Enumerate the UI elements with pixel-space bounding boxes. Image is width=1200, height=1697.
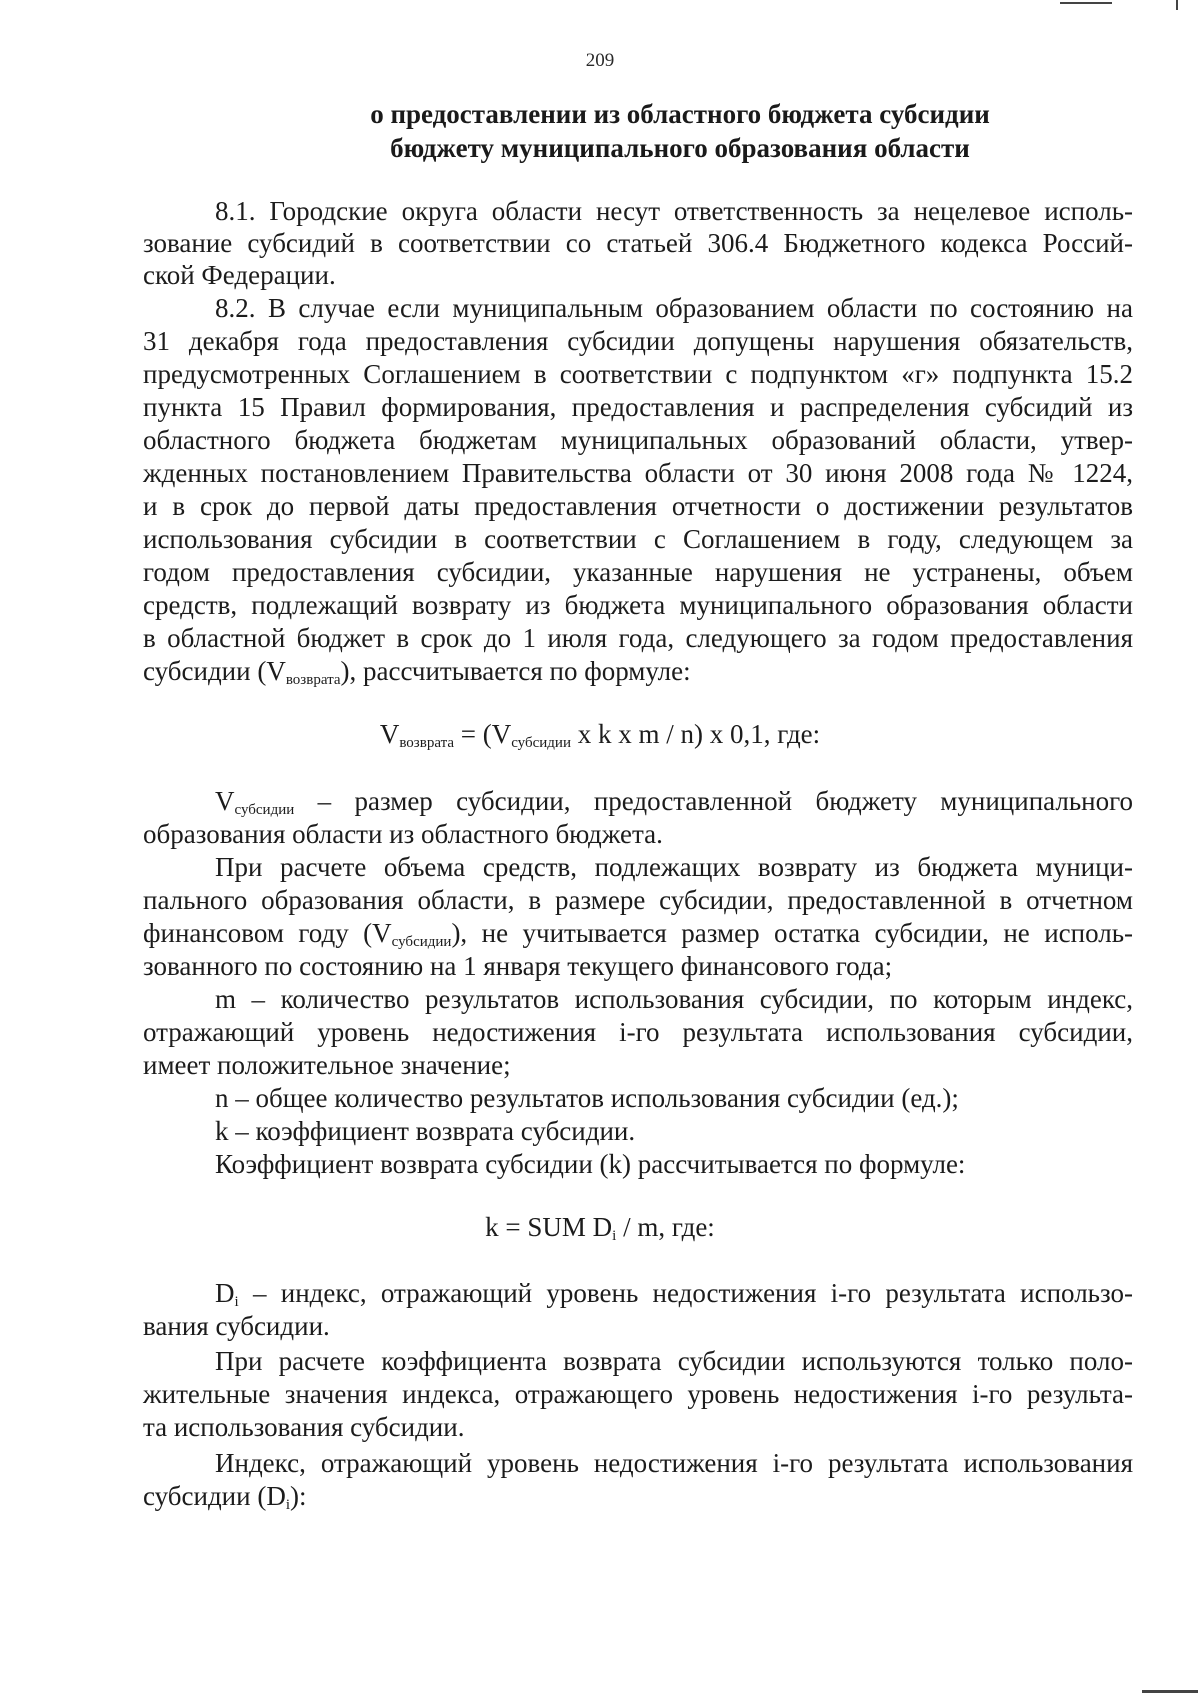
paragraph-8-2-line: использования субсидии в соответствии с Соглашением в году, следующем за xyxy=(143,524,1133,554)
paragraph-8-2-line: предусмотренных Соглашением в соответствии с подпунктом «г» подпункта 15.2 xyxy=(143,359,1133,389)
paragraph-8-2-line: годом предоставления субсидии, указанные нарушения не устранены, объем xyxy=(143,557,1133,587)
definition-n: n – общее количество результатов использования субсидии (ед.); xyxy=(215,1083,959,1113)
definition-m-line: m – количество результатов использования субсидии, по которым индекс, xyxy=(215,984,1133,1014)
paragraph-8-2-line: пункта 15 Правил формирования, предоставления и распределения субсидий из xyxy=(143,392,1133,422)
formula-symbol: V xyxy=(215,786,235,816)
formula-part: / m, где: xyxy=(616,1212,715,1242)
paragraph-index-line: Индекс, отражающий уровень недостижения i-го результата использования xyxy=(215,1448,1133,1478)
formula-return-volume xyxy=(0,719,1200,759)
paragraph-8-2-line: и в срок до первой даты предоставления отчетности о достижении результатов xyxy=(143,491,1133,521)
definition-m-line: имеет положительное значение; xyxy=(143,1050,511,1080)
subscript: i xyxy=(234,1294,239,1310)
paragraph-calculation-line: зованного по состоянию на 1 января текущего финансового года; xyxy=(143,951,893,981)
paragraph-8-2-line: в областной бюджет в срок до 1 июля года, следующего за годом предоставления xyxy=(143,623,1133,653)
paragraph-8-2-last-line xyxy=(143,656,1133,696)
paragraph-8-2-line: жденных постановлением Правительства области от 30 июня 2008 года № 1224, xyxy=(143,458,1133,488)
subscript: i xyxy=(285,1497,290,1513)
text-fragment: субсидии (D xyxy=(143,1481,286,1511)
text-fragment: субсидии (V xyxy=(143,656,286,686)
title-line-2: бюджету муниципального образования области xyxy=(390,133,970,163)
paragraph-8-2-line: 8.2. В случае если муниципальным образованием области по состоянию на xyxy=(215,293,1133,323)
paragraph-8-1-line: 8.1. Городские округа области несут ответственность за нецелевое исполь- xyxy=(215,196,1133,226)
page-title xyxy=(300,97,1060,165)
subscript: субсидии xyxy=(234,802,295,818)
text-fragment: ): xyxy=(290,1481,307,1511)
paragraph-calculation-line: пального образования области, в размере субсидии, предоставленной в отчетном xyxy=(143,885,1133,915)
formula-part: x k x m / n) x 0,1, где: xyxy=(570,719,821,749)
definition-v-subsidy-line: образования области из областного бюджета. xyxy=(143,819,663,849)
formula-symbol: D xyxy=(215,1278,235,1308)
formula-symbol: V xyxy=(379,719,400,749)
page-number: 209 xyxy=(585,50,615,71)
paragraph-8-2-line: средств, подлежащий возврату из бюджета муниципального образования области xyxy=(143,590,1133,620)
paragraph-8-2-line: 31 декабря года предоставления субсидии допущены нарушения обязательств, xyxy=(143,326,1133,356)
paragraph-positive-line: жительные значения индекса, отражающего уровень недостижения i-го результа- xyxy=(143,1379,1133,1409)
formula-coefficient xyxy=(0,1212,1200,1252)
paragraph-calculation-line: При расчете объема средств, подлежащих возврату из бюджета муници- xyxy=(215,852,1133,882)
subscript: субсидии xyxy=(391,934,452,950)
text-fragment: ), не учитывается размер остатка субсидии, не исполь- xyxy=(451,918,1133,948)
paragraph-positive-line: та использования субсидии. xyxy=(143,1412,465,1442)
paragraph-8-1-line: ской Федерации. xyxy=(143,260,336,290)
text-fragment: ), рассчитывается по формуле: xyxy=(340,656,691,686)
text-fragment: финансовом году (V xyxy=(143,918,392,948)
definition-m-line: отражающий уровень недостижения i-го результата использования субсидии, xyxy=(143,1017,1133,1047)
formula-part: k = SUM D xyxy=(485,1212,613,1242)
title-line-1: о предоставлении из областного бюджета субсидии xyxy=(370,99,990,129)
subscript: возврата xyxy=(399,735,454,751)
paragraph-8-2-line: областного бюджета бюджетам муниципальных образований области, утвер- xyxy=(143,425,1133,455)
paragraph-8-1-line: зование субсидий в соответствии со статьей 306.4 Бюджетного кодекса Россий- xyxy=(143,228,1133,258)
subscript: i xyxy=(612,1228,617,1244)
coefficient-intro: Коэффициент возврата субсидии (k) рассчитывается по формуле: xyxy=(215,1149,966,1179)
formula-part: = (V xyxy=(453,719,512,749)
text-fragment: – индекс, отражающий уровень недостижения i-го результата использо- xyxy=(238,1278,1133,1308)
scan-mark xyxy=(1142,1690,1198,1693)
text-fragment: – размер субсидии, предоставленной бюджету муниципального xyxy=(294,786,1133,816)
scan-mark xyxy=(1176,0,1178,10)
subscript: субсидии xyxy=(511,735,571,751)
definition-d-line: вания субсидии. xyxy=(143,1311,330,1341)
paragraph-index-line xyxy=(143,1481,1133,1521)
subscript: возврата xyxy=(285,672,341,688)
paragraph-positive-line: При расчете коэффициента возврата субсидии используются только поло- xyxy=(215,1346,1133,1376)
scan-mark xyxy=(1060,2,1112,4)
definition-k: k – коэффициент возврата субсидии. xyxy=(215,1116,636,1146)
